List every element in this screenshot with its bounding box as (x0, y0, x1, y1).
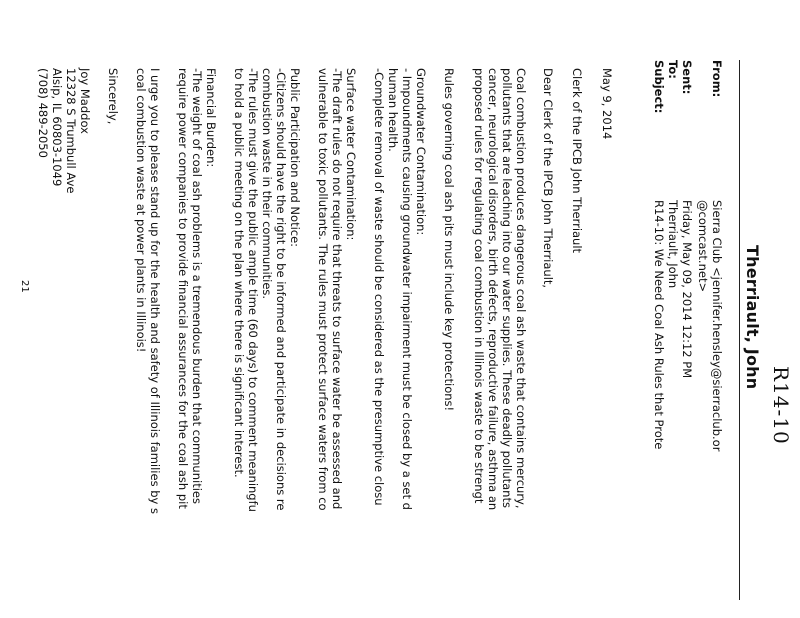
signature-line: Alsip, IL 60803-1049 (50, 68, 64, 187)
section-line: -The draft rules do not require that threats to surface water be assessed and (330, 68, 344, 510)
from-label: From: (710, 60, 724, 98)
page-number: 21 (19, 280, 30, 293)
signoff: Sincerely, (106, 68, 120, 125)
sent-label: Sent: (680, 60, 694, 95)
signature-line: (708) 489-2050 (36, 68, 50, 158)
intro-line: Coal combustion produces dangerous coal ash waste that contains mercury, (514, 68, 528, 509)
section-line: -Complete removal of waste should be considered as the presumptive closu (372, 68, 386, 506)
rules-statement: Rules governing coal ash pits must include key protections! (442, 68, 456, 412)
letter-salutation: Dear Clerk of the IPCB John Therriault, (541, 68, 555, 289)
letter-date: May 9, 2014 (600, 68, 614, 140)
section-line: to hold a public meeting on the plan where there is significant interest. (232, 68, 246, 478)
section-heading: Financial Burden: (204, 68, 218, 168)
section-heading: Groundwater Contamination: (414, 68, 428, 236)
intro-line: cancer, neurological disorders, birth defects, reproductive failure, asthma an (486, 68, 500, 511)
section-line: vulnerable to toxic pollutants. The rules must protect surface waters from co (316, 68, 330, 511)
section-line: combustion waste in their communities. (260, 68, 274, 300)
from-value-cont: @comcast.net> (696, 200, 710, 293)
exhibit-label: R14-10 (769, 366, 793, 445)
sender-title: Therriault, John (743, 245, 762, 390)
section-line: human health. (386, 68, 400, 152)
section-line: -The rules must give the public ample time (60 days) to comment meaningfu (246, 68, 260, 512)
signature-line: Joy Maddox (78, 68, 92, 134)
to-label: To: (666, 60, 680, 79)
subject-label: Subject: (652, 60, 666, 114)
to-value: Therriault, John (666, 200, 680, 289)
closing-line: coal combustion waste at power plants in Illinois! (134, 68, 148, 353)
signature-line: 12328 S Trumbull Ave (64, 68, 78, 194)
intro-line: pollutants that are leaching into our water supplies. These deadly pollutants (500, 68, 514, 508)
title-rule (739, 60, 740, 600)
subject-value: R14-10: We Need Coal Ash Rules that Prote (652, 200, 666, 450)
from-value: Sierra Club <jennifer.hensley@sierraclub.or (710, 200, 724, 452)
section-line: require power companies to provide financial assurances for the coal ash pit (176, 68, 190, 509)
letter-recipient: Clerk of the IPCB John Therriault (570, 68, 584, 254)
section-line: -Citizens should have the right to be informed and participate in decisions re (274, 68, 288, 511)
section-heading: Surface water Contamination: (344, 68, 358, 241)
section-heading: Public Participation and Notice: (288, 68, 302, 248)
section-line: -The weight of coal ash problems is a tremendous burden that communities (190, 68, 204, 504)
sent-value: Friday, May 09, 2014 12:12 PM (680, 200, 694, 379)
closing-line: I urge you to please stand up for the health and safety of Illinois families by s (148, 68, 162, 514)
section-line: - Impoundments causing groundwater impairment must be closed by a set d (400, 68, 414, 510)
intro-line: proposed rules for regulating coal combustion in Illinois waste to be strengt (472, 68, 486, 504)
